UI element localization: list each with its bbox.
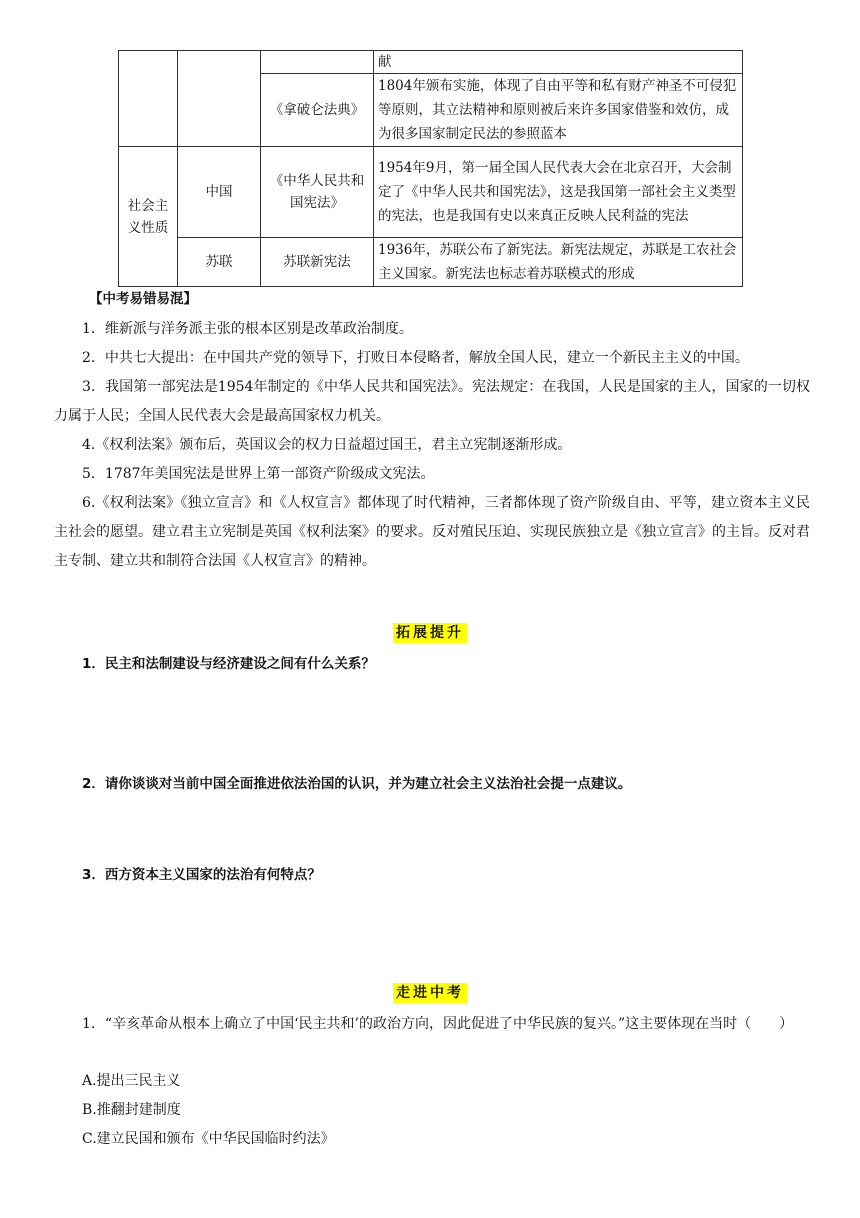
- error-item: 3．我国第一部宪法是1954年制定的《中华人民共和国宪法》。宪法规定：在我国，人民是国家的主人，国家的一切权力属于人民；全国人民代表大会是最高国家权力机关。: [54, 379, 810, 424]
- error-item: 5．1787年美国宪法是世界上第一部资产阶级成文宪法。: [82, 466, 435, 482]
- exam-heading-label: 走进中考: [393, 983, 467, 1003]
- error-item: 6.《权利法案》《独立宣言》和《人权宣言》都体现了时代精神，三者都体现了资产阶级自由、平等，建立资本主义民主社会的愿望。建立君主立宪制是英国《权利法案》的要求。反对殖民压迫、实现民族独立是《独立宣言》的主旨。反对君主专制、建立共和制符合法国《人权宣言》的精神。: [54, 495, 810, 569]
- error-item: 4.《权利法案》颁布后，英国议会的权力日益超过国王，君主立宪制逐渐形成。: [82, 437, 572, 453]
- table-cell-country: 苏联: [178, 238, 261, 287]
- table-cell-law-name: 《中华人民共和国宪法》: [261, 147, 374, 238]
- table-cell-law-name: 苏联新宪法: [261, 238, 374, 287]
- extension-question: 2．请你谈谈对当前中国全面推进依法治国的认识，并为建立社会主义法治社会提一点建议。: [82, 776, 632, 792]
- table-row: [119, 238, 743, 287]
- table-cell-desc: 1936年，苏联公布了新宪法。新宪法规定，苏联是工农社会主义国家。新宪法也标志着苏联模式的形成: [374, 238, 743, 287]
- constitution-table: [118, 50, 743, 287]
- extension-heading: [0, 622, 860, 642]
- table-cell-empty: [178, 51, 261, 147]
- errors-section-title: 【中考易错易混】: [89, 291, 197, 307]
- error-item: 2．中共七大提出：在中国共产党的领导下，打败日本侵略者，解放全国人民，建立一个新民主主义的中国。: [82, 350, 749, 366]
- extension-question: 1．民主和法制建设与经济建设之间有什么关系？: [82, 656, 375, 672]
- answer-option-c[interactable]: C.建立民国和颁布《中华民国临时约法》: [82, 1131, 335, 1147]
- table-cell-empty: [261, 51, 374, 74]
- error-item: 1．维新派与洋务派主张的根本区别是改革政治制度。: [82, 321, 413, 337]
- table-cell-desc: 1804年颁布实施，体现了自由平等和私有财产神圣不可侵犯等原则，其立法精神和原则被后来许多国家借鉴和效仿，成为很多国家制定民法的参照蓝本: [374, 74, 743, 147]
- answer-option-b[interactable]: B.推翻封建制度: [82, 1102, 181, 1118]
- exam-heading: [0, 982, 860, 1002]
- answer-option-a[interactable]: A.提出三民主义: [82, 1073, 181, 1089]
- table-cell-empty: [119, 51, 178, 147]
- extension-question: 3．西方资本主义国家的法治有何特点？: [82, 867, 321, 883]
- table-row: [119, 51, 743, 74]
- table-row: [119, 147, 743, 238]
- table-cell-law-name: 《拿破仑法典》: [261, 74, 374, 147]
- table-cell-desc: 献: [374, 51, 743, 74]
- table-cell-country: 中国: [178, 147, 261, 238]
- table-cell-category: 社会主义性质: [119, 147, 178, 287]
- exam-question: 1．“辛亥革命从根本上确立了中国‘民主共和’的政治方向，因此促进了中华民族的复兴。”这主要体现在当时（ ）: [82, 1016, 794, 1032]
- table-cell-desc: 1954年9月，第一届全国人民代表大会在北京召开，大会制定了《中华人民共和国宪法》，这是我国第一部社会主义类型的宪法，也是我国有史以来真正反映人民利益的宪法: [374, 147, 743, 238]
- extension-heading-label: 拓展提升: [393, 623, 467, 643]
